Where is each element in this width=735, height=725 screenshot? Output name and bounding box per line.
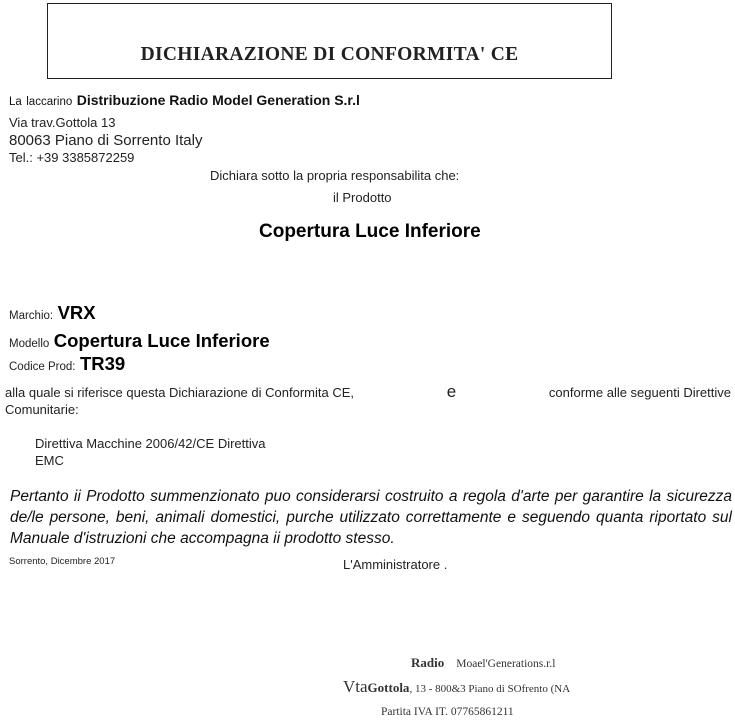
conformity-text-a: alla quale si riferisce questa Dichiarazione di Conformita CE,	[5, 385, 354, 400]
issuer-phone: Tel.: +39 3385872259	[9, 150, 135, 165]
issuer-street: Via trav.Gottola 13	[9, 115, 116, 130]
declares-line: Dichiara sotto la propria responsabilita che:	[210, 168, 460, 183]
model-label: Modello	[9, 338, 50, 350]
stamp-line-3: Partita IVA IT. 07765861211	[381, 706, 514, 718]
brand-row	[9, 302, 96, 324]
issuer-prefix: La	[9, 96, 22, 108]
model-row	[9, 330, 270, 352]
stamp-line-2-b: Gottola	[367, 680, 410, 695]
document-title: DICHIARAZIONE DI CONFORMITA' CE	[140, 44, 519, 65]
issuer-line	[9, 92, 360, 110]
title-box	[47, 3, 612, 79]
stamp-line-1-a: Radio	[411, 655, 445, 670]
code-value: TR39	[79, 353, 126, 374]
stamp-line-2-c: , 13 - 800&3 Piano di SOfrento (NA	[409, 683, 571, 695]
stamp-line-1-b: Moael'Generations.r.l	[456, 658, 556, 670]
product-name-heading: Copertura Luce Inferiore	[259, 221, 481, 242]
conformity-line-2: Comunitarie:	[5, 402, 79, 417]
stamp-line-1	[411, 654, 555, 672]
brand-value: VRX	[57, 302, 96, 323]
conformity-text-b: conforme alle seguenti Direttive	[548, 385, 731, 400]
issuer-company: Distribuzione Radio Model Generation S.r.l	[76, 92, 360, 108]
issuer-subprefix: laccarino	[26, 96, 73, 108]
statement-paragraph: Pertanto ii Prodotto summenzionato puo considerarsi costruito a regola d'arte per garantire la sicurezza de/le persone, beni, animali domestici, purche utilizzato correttamente e seguendo quanta riportato sul Manuale d'istruzioni che accompagna ii prodotto stesso.	[10, 488, 732, 547]
administrator-label: L'Amministratore .	[343, 557, 448, 572]
code-row	[9, 353, 125, 375]
stamp-line-2-a: Vta	[343, 677, 368, 696]
conformity-line-1	[5, 382, 731, 402]
directives-line-2: EMC	[35, 453, 64, 468]
directives-line-1: Direttiva Macchine 2006/42/CE Direttiva	[35, 436, 266, 451]
issuer-city: 80063 Piano di Sorrento Italy	[9, 132, 203, 149]
model-value: Copertura Luce Inferiore	[53, 330, 270, 351]
place-date: Sorrento, Dicembre 2017	[9, 556, 116, 567]
brand-label: Marchio:	[9, 310, 54, 322]
product-intro: il Prodotto	[333, 190, 392, 205]
conformity-e: e	[446, 382, 457, 401]
code-label: Codice Prod:	[9, 361, 76, 373]
stamp-line-2	[343, 677, 570, 697]
